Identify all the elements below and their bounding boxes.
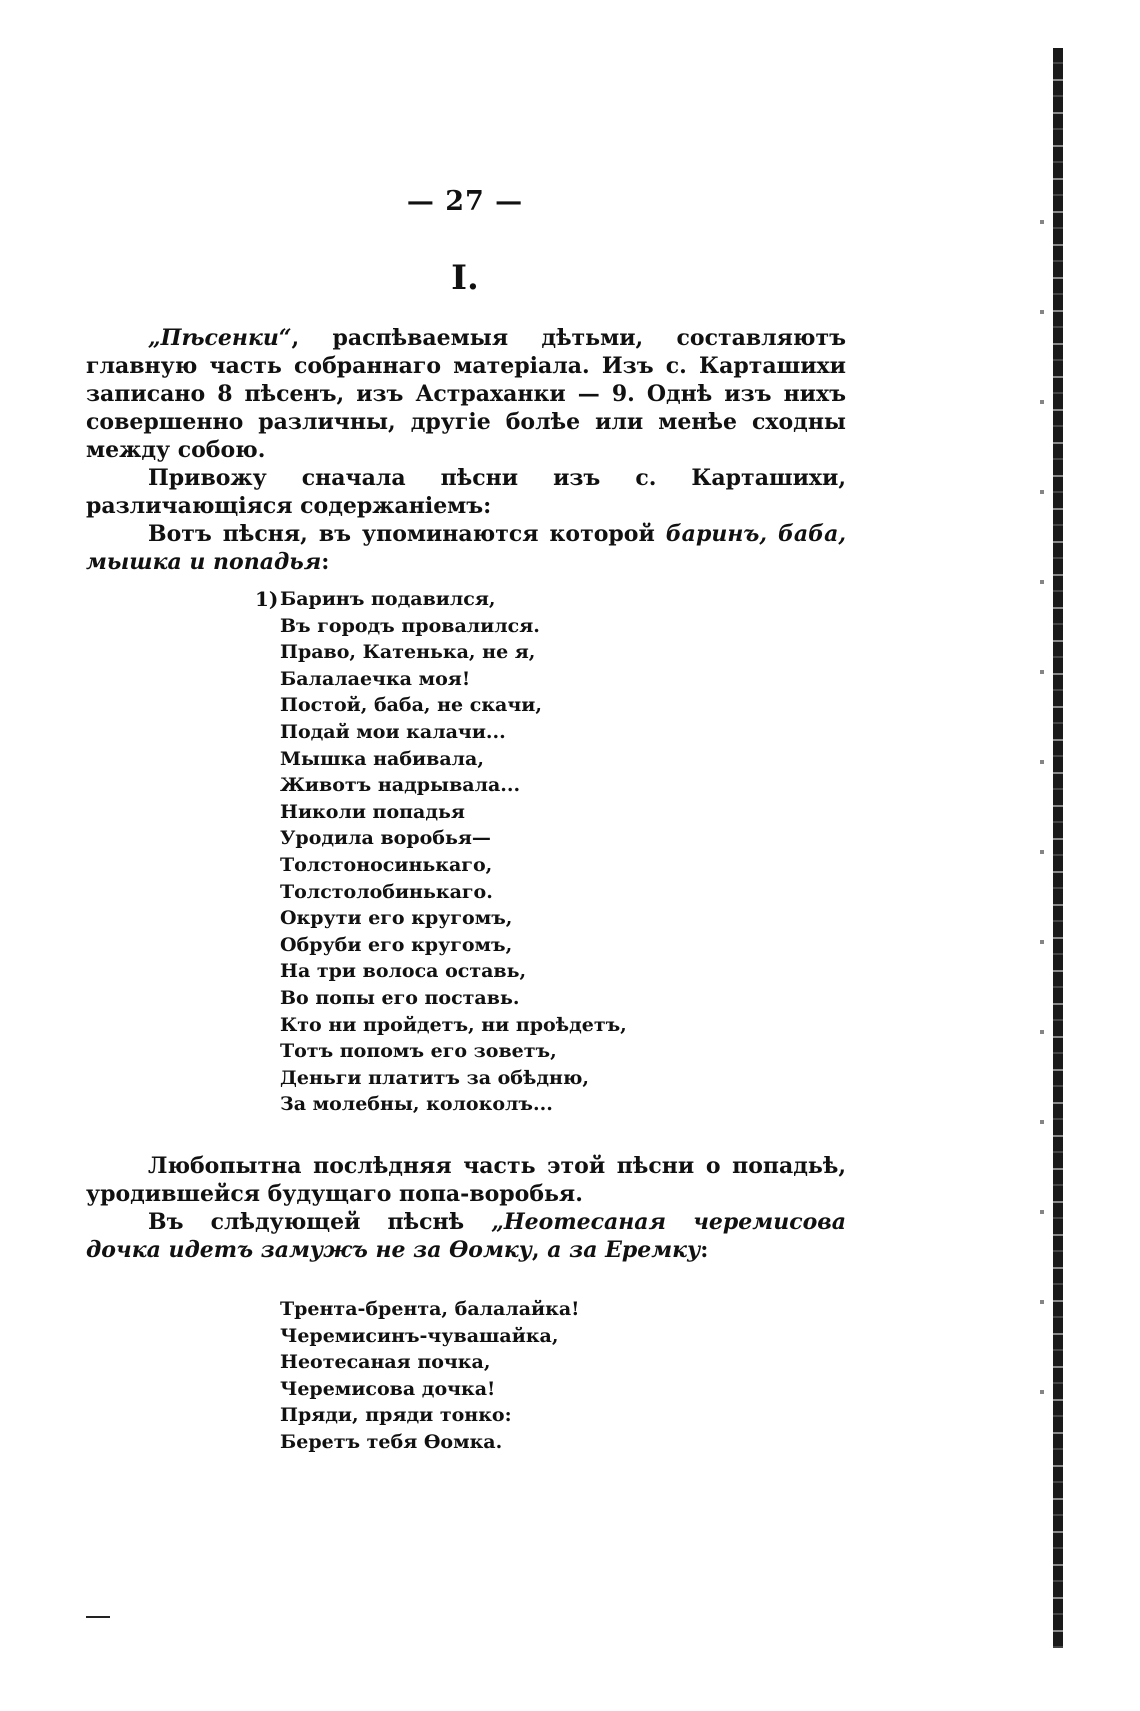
verse-line: Толстоносинькаго, xyxy=(280,853,493,876)
section-numeral: I. xyxy=(451,258,479,298)
intro-paragraph-2: Привожу сначала пѣсни изъ с. Карташихи, различающіяся содержаніемъ: xyxy=(86,465,846,519)
verse-line: Право, Катенька, не я, xyxy=(280,641,536,664)
commentary-paragraph-2 xyxy=(86,1208,846,1264)
verse-line: На три волоса оставь, xyxy=(280,960,527,983)
song-two xyxy=(280,1296,580,1456)
intro-p3-start: Вотъ пѣсня, въ упоминаются которой xyxy=(148,521,666,547)
footer-dash xyxy=(86,1616,110,1618)
verse-line: За молебны, колоколъ... xyxy=(280,1093,553,1116)
commentary-p2-italic-1: „Неотесаная черемисова дочка идетъ замужъ не за Ѳомку xyxy=(86,1209,846,1263)
verse-line: Кто ни пройдетъ, ни проѣдетъ, xyxy=(280,1013,627,1036)
verse-line: Обруби его кругомъ, xyxy=(280,933,513,956)
verse-line: Черемисинъ-чувашайка, xyxy=(280,1324,559,1347)
verse-line: Трента-брента, балалайка! xyxy=(280,1298,580,1320)
song-one-number: 1) xyxy=(255,587,279,611)
verse-line: Толстолобинькаго. xyxy=(280,880,493,903)
commentary-p2-italic-2: а за Еремку xyxy=(547,1237,701,1263)
intro-quote: „Пѣсенки“ xyxy=(148,325,292,351)
commentary-text xyxy=(86,1152,846,1264)
verse-line: Животъ надрывала... xyxy=(280,774,521,797)
verse-line: Беретъ тебя Ѳомка. xyxy=(280,1430,503,1453)
intro-p3-end: : xyxy=(321,549,330,575)
verse-line: Баринъ подавился, xyxy=(280,588,496,610)
verse-line: Постой, баба, не скачи, xyxy=(280,694,542,717)
verse-line: Тотъ попомъ его зоветъ, xyxy=(280,1040,557,1063)
intro-text xyxy=(86,324,846,576)
verse-line: Въ городъ провалился. xyxy=(280,614,540,637)
verse-line: Подай мои калачи... xyxy=(280,720,506,743)
verse-line: Во попы его поставь. xyxy=(280,986,520,1009)
verse-line: Мышка набивала, xyxy=(280,747,484,770)
verse-line: Балалаечка моя! xyxy=(280,667,471,690)
song-one xyxy=(255,586,627,1118)
intro-p3-italic: баринъ, баба, мышка и попадья xyxy=(86,521,846,575)
page-edge-shadow xyxy=(1053,48,1063,1648)
verse-line: Деньги платитъ за обѣдню, xyxy=(280,1066,590,1089)
verse-line: Николи попадья xyxy=(280,800,465,823)
intro-paragraph-1 xyxy=(86,324,846,464)
commentary-p2-start: Въ слѣдующей пѣснѣ xyxy=(148,1209,492,1235)
page-edge-specks xyxy=(1040,180,1044,1480)
verse-line: Пряди, пряди тонко: xyxy=(280,1404,512,1427)
verse-line: Черемисова дочка! xyxy=(280,1377,496,1400)
commentary-paragraph-1: Любопытна послѣдняя часть этой пѣсни о попадьѣ, уродившейся будущаго попа-воробья. xyxy=(86,1153,846,1207)
verse-line: Уродила воробья— xyxy=(280,827,491,850)
commentary-p2-end: : xyxy=(700,1237,709,1263)
page-number: — 27 — xyxy=(406,186,524,217)
verse-line: Окрути его кругомъ, xyxy=(280,907,513,930)
intro-p1-text: , распѣваемыя дѣтьми, составляютъ главную часть собраннаго матеріала. Изъ с. Карташихи записано 8 пѣсенъ, изъ Астраханки — 9. Однѣ изъ нихъ совершенно различны, другіе болѣе или менѣе сходны между собою. xyxy=(86,325,846,463)
intro-paragraph-3 xyxy=(86,520,846,576)
commentary-p2-mid: , xyxy=(531,1237,548,1263)
verse-line: Неотесаная почка, xyxy=(280,1351,491,1374)
